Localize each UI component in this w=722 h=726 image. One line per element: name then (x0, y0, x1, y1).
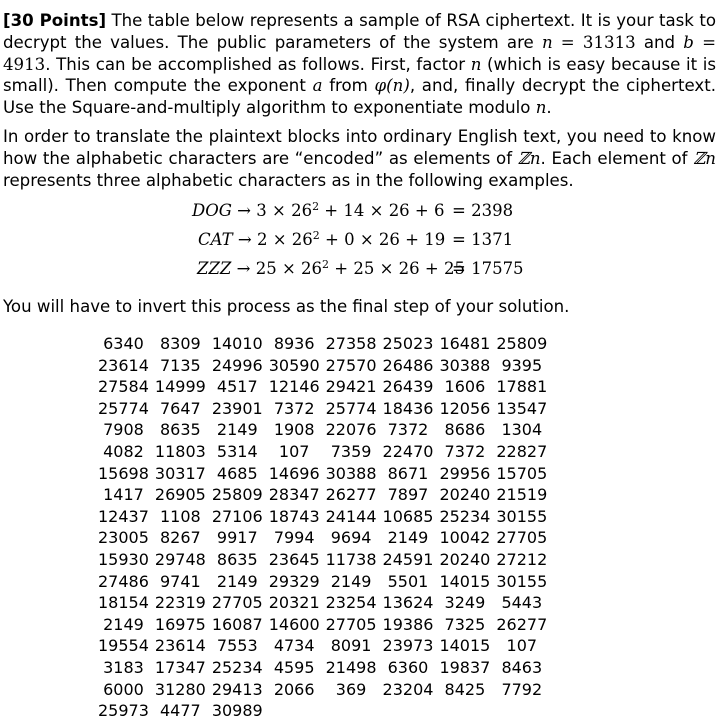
table-row (95, 679, 550, 701)
ciphertext-cell: 7553 (216, 636, 258, 656)
ciphertext-cell: 8635 (216, 549, 258, 569)
example-expr-a: → 2 × 26 (232, 230, 313, 249)
ciphertext-cell (493, 700, 550, 722)
ciphertext-cell: 2149 (216, 420, 258, 440)
ciphertext-cell: 4734 (273, 636, 315, 656)
p1-end: . (546, 98, 552, 118)
ciphertext-cell: 4517 (216, 377, 258, 397)
ciphertext-cell: 4595 (273, 657, 315, 677)
ciphertext-cell: 26277 (325, 485, 377, 505)
ciphertext-cell: 26486 (382, 355, 434, 375)
ciphertext-cell: 11803 (154, 441, 206, 461)
table-row (95, 398, 550, 420)
example-lhs (192, 201, 445, 220)
ciphertext-cell: 6340 (103, 334, 144, 353)
ciphertext-cell: 19554 (98, 636, 149, 656)
ciphertext-cell: 1108 (160, 506, 201, 526)
ciphertext-cell: 13624 (382, 593, 434, 613)
example-lhs (198, 230, 445, 249)
ciphertext-cell: 7897 (387, 485, 429, 505)
zn-symbol-2: ℤn (693, 148, 716, 168)
p1-text5: , and, finally decrypt the ciphertext. Use the Square-and-multiply algorithm to exponentiate modulo (3, 76, 716, 118)
example-exponent: 2 (322, 258, 330, 271)
encoding-examples (192, 201, 532, 291)
n-value: = 31313 (552, 32, 636, 52)
ciphertext-cell: 29413 (211, 679, 263, 699)
ciphertext-cell: 7372 (273, 398, 315, 418)
example-rhs: = 1371 (452, 230, 514, 249)
ciphertext-cell: 8686 (444, 420, 486, 440)
ciphertext-table (95, 333, 550, 722)
n-symbol-3: n (535, 98, 547, 118)
ciphertext-cell: 9917 (216, 528, 258, 548)
ciphertext-cell: 8091 (330, 636, 372, 656)
ciphertext-cell: 3183 (103, 657, 144, 677)
n-symbol-2: n (470, 54, 482, 74)
ciphertext-cell: 7359 (330, 441, 372, 461)
zn-symbol: ℤn (517, 148, 541, 168)
ciphertext-cell: 13547 (496, 398, 548, 418)
ciphertext-cell (436, 700, 493, 722)
ciphertext-cell: 9741 (160, 571, 201, 591)
example-rhs: = 2398 (452, 201, 514, 220)
ciphertext-cell: 5443 (501, 593, 543, 613)
ciphertext-cell (266, 700, 323, 722)
example-word: ZZZ (197, 259, 232, 278)
ciphertext-cell: 7372 (387, 420, 429, 440)
ciphertext-cell: 7372 (444, 441, 486, 461)
ciphertext-cell: 11738 (325, 549, 377, 569)
p1-and: and (635, 32, 684, 52)
ciphertext-cell: 12437 (98, 506, 149, 526)
ciphertext-cell: 7994 (273, 528, 315, 548)
ciphertext-cell: 22319 (154, 593, 206, 613)
ciphertext-cell: 14600 (268, 614, 320, 634)
ciphertext-cell: 14010 (211, 334, 263, 353)
ciphertext-cell: 8635 (160, 420, 201, 440)
ciphertext-cell: 23614 (154, 636, 206, 656)
ciphertext-cell: 27570 (325, 355, 377, 375)
ciphertext-cell: 25023 (382, 334, 434, 353)
ciphertext-cell: 2149 (330, 571, 372, 591)
ciphertext-cell: 10685 (382, 506, 434, 526)
p1-text1: The table below represents a sample of RSA ciphertext. It is your task to decrypt the values. The public parameters of the system are (3, 11, 716, 52)
a-symbol: a (312, 76, 323, 96)
ciphertext-cell: 3249 (444, 593, 486, 613)
ciphertext-cell: 16481 (439, 334, 491, 353)
ciphertext-cell: 15930 (98, 549, 149, 569)
ciphertext-cell: 25809 (496, 334, 548, 353)
ciphertext-cell: 6360 (387, 657, 429, 677)
example-expr-b: + 25 × 26 + 25 (329, 259, 465, 278)
ciphertext-cell: 8936 (273, 334, 315, 353)
ciphertext-cell: 23973 (382, 636, 434, 656)
ciphertext-cell: 14696 (268, 463, 320, 483)
example-word: DOG (192, 201, 232, 220)
n-symbol: n (541, 32, 553, 52)
ciphertext-cell: 20240 (439, 549, 491, 569)
ciphertext-cell: 4477 (160, 701, 201, 721)
ciphertext-cell: 22827 (496, 441, 548, 461)
ciphertext-cell: 23901 (211, 398, 263, 418)
ciphertext-cell: 7908 (103, 420, 144, 440)
ciphertext-cell: 24996 (211, 355, 263, 375)
ciphertext-cell: 14999 (154, 377, 206, 397)
table-row (95, 592, 550, 614)
ciphertext-cell: 23614 (98, 355, 149, 375)
ciphertext-cell: 8425 (444, 679, 486, 699)
ciphertext-cell: 5314 (216, 441, 258, 461)
ciphertext-cell: 27486 (98, 571, 149, 591)
example-exponent: 2 (312, 200, 320, 213)
ciphertext-cell: 25774 (325, 398, 377, 418)
table-row (95, 376, 550, 398)
ciphertext-cell: 30388 (325, 463, 377, 483)
ciphertext-cell: 26277 (496, 614, 548, 634)
table-row (95, 657, 550, 679)
ciphertext-cell: 14015 (439, 636, 491, 656)
table-row (95, 484, 550, 506)
table-row (95, 549, 550, 571)
example-lhs (197, 259, 465, 278)
ciphertext-cell: 26905 (154, 485, 206, 505)
ciphertext-cell: 29748 (154, 549, 206, 569)
ciphertext-cell: 21519 (496, 485, 548, 505)
ciphertext-cell: 15698 (98, 463, 149, 483)
ciphertext-cell: 1606 (444, 377, 486, 397)
example-expr-a: → 25 × 26 (231, 259, 323, 278)
table-row (95, 333, 550, 355)
p1-text2: . This can be accomplished as follows. First, factor (45, 54, 471, 74)
ciphertext-cell: 30155 (496, 571, 548, 591)
example-expr-a: → 3 × 26 (231, 201, 313, 220)
example-row-cat (192, 230, 532, 252)
ciphertext-cell: 7325 (444, 614, 486, 634)
ciphertext-cell: 17881 (496, 377, 548, 397)
ciphertext-cell: 18154 (98, 593, 149, 613)
ciphertext-cell: 29329 (268, 571, 320, 591)
ciphertext-cell: 20321 (268, 593, 320, 613)
points-label: [30 Points] (3, 11, 107, 30)
ciphertext-cell: 30317 (154, 463, 206, 483)
ciphertext-cell: 1908 (273, 420, 315, 440)
ciphertext-cell: 24144 (325, 506, 377, 526)
ciphertext-cell: 107 (278, 441, 310, 461)
ciphertext-cell: 7792 (501, 679, 543, 699)
ciphertext-cell: 2149 (387, 528, 429, 548)
ciphertext-cell: 27358 (325, 334, 377, 353)
ciphertext-cell: 25774 (98, 398, 149, 418)
p2-text3: represents three alphabetic characters as in the following examples. (3, 170, 574, 190)
p1-text4: from (322, 76, 375, 96)
ciphertext-cell: 18436 (382, 398, 434, 418)
table-row (95, 635, 550, 657)
ciphertext-cell: 27705 (325, 614, 377, 634)
example-row-dog (192, 201, 532, 223)
ciphertext-cell: 12146 (268, 377, 320, 397)
ciphertext-cell: 27212 (496, 549, 548, 569)
ciphertext-cell: 18743 (268, 506, 320, 526)
ciphertext-cell: 6000 (103, 679, 144, 699)
ciphertext-cell: 24591 (382, 549, 434, 569)
ciphertext-cell: 16975 (154, 614, 206, 634)
table-row (95, 419, 550, 441)
ciphertext-cell: 10042 (439, 528, 491, 548)
ciphertext-cell: 26439 (382, 377, 434, 397)
ciphertext-cell: 8267 (160, 528, 201, 548)
ciphertext-cell: 12056 (439, 398, 491, 418)
ciphertext-cell: 8309 (160, 334, 201, 353)
table-row (95, 355, 550, 377)
ciphertext-cell: 17347 (154, 657, 206, 677)
example-exponent: 2 (312, 229, 320, 242)
ciphertext-cell: 5501 (387, 571, 429, 591)
ciphertext-cell (380, 700, 437, 722)
ciphertext-cell: 7135 (160, 355, 201, 375)
ciphertext-cell: 27584 (98, 377, 149, 397)
ciphertext-cell: 1417 (103, 485, 144, 505)
ciphertext-cell: 16087 (211, 614, 263, 634)
ciphertext-cell: 9395 (501, 355, 543, 375)
ciphertext-cell: 2149 (216, 571, 258, 591)
example-word: CAT (198, 230, 233, 249)
p2-text1: In order to translate the plaintext blocks into ordinary English text, you need to know how the alphabetic characters are “encoded” as elements of (3, 127, 716, 168)
ciphertext-cell: 19386 (382, 614, 434, 634)
b-symbol: b (683, 32, 694, 52)
p2-text2: . Each element of (540, 148, 694, 168)
ciphertext-cell: 7647 (160, 398, 201, 418)
table-row (95, 571, 550, 593)
ciphertext-cell: 30388 (439, 355, 491, 375)
ciphertext-cell: 25234 (439, 506, 491, 526)
ciphertext-cell: 27705 (496, 528, 548, 548)
ciphertext-cell: 107 (506, 636, 538, 656)
ciphertext-cell: 23645 (268, 549, 320, 569)
example-expr-b: + 0 × 26 + 19 (319, 230, 446, 249)
ciphertext-cell: 23005 (98, 528, 149, 548)
ciphertext-cell: 30989 (211, 701, 263, 721)
ciphertext-cell: 2066 (273, 679, 315, 699)
phi-of-n: φ(n) (374, 76, 410, 96)
ciphertext-cell: 22076 (325, 420, 377, 440)
ciphertext-cell: 30155 (496, 506, 548, 526)
ciphertext-cell: 29956 (439, 463, 491, 483)
ciphertext-cell: 28347 (268, 485, 320, 505)
b-value: = 4913 (3, 32, 716, 74)
ciphertext-cell: 30590 (268, 355, 320, 375)
ciphertext-cell: 19837 (439, 657, 491, 677)
ciphertext-cell: 25973 (98, 701, 149, 721)
table-row (95, 441, 550, 463)
example-expr-b: + 14 × 26 + 6 (319, 201, 445, 220)
ciphertext-cell: 8463 (501, 657, 543, 677)
ciphertext-cell: 20240 (439, 485, 491, 505)
ciphertext-cell (323, 700, 380, 722)
example-row-zzz (192, 259, 532, 281)
ciphertext-cell: 27106 (211, 506, 263, 526)
ciphertext-cell: 4685 (216, 463, 258, 483)
ciphertext-cell: 23204 (382, 679, 434, 699)
invert-instruction: You will have to invert this process as the final step of your solution. (3, 297, 570, 316)
ciphertext-cell: 9694 (330, 528, 372, 548)
table-row (95, 700, 550, 722)
ciphertext-cell: 15705 (496, 463, 548, 483)
ciphertext-cell: 25234 (211, 657, 263, 677)
table-row (95, 463, 550, 485)
ciphertext-cell: 21498 (325, 657, 377, 677)
ciphertext-cell: 1304 (501, 420, 543, 440)
example-rhs: = 17575 (452, 259, 524, 278)
encoding-paragraph (3, 126, 716, 191)
ciphertext-cell: 31280 (154, 679, 206, 699)
ciphertext-cell: 27705 (211, 593, 263, 613)
p1-text3: (which is easy because it is small). Then compute the exponent (3, 54, 716, 96)
ciphertext-cell: 29421 (325, 377, 377, 397)
ciphertext-cell: 25809 (211, 485, 263, 505)
ciphertext-cell: 2149 (103, 614, 144, 634)
ciphertext-cell: 14015 (439, 571, 491, 591)
ciphertext-cell: 4082 (103, 441, 144, 461)
ciphertext-cell: 8671 (387, 463, 429, 483)
ciphertext-cell: 23254 (325, 593, 377, 613)
ciphertext-cell: 22470 (382, 441, 434, 461)
ciphertext-cell: 369 (335, 679, 367, 699)
table-row (95, 614, 550, 636)
table-row (95, 527, 550, 549)
table-row (95, 506, 550, 528)
problem-statement-paragraph (3, 10, 716, 119)
